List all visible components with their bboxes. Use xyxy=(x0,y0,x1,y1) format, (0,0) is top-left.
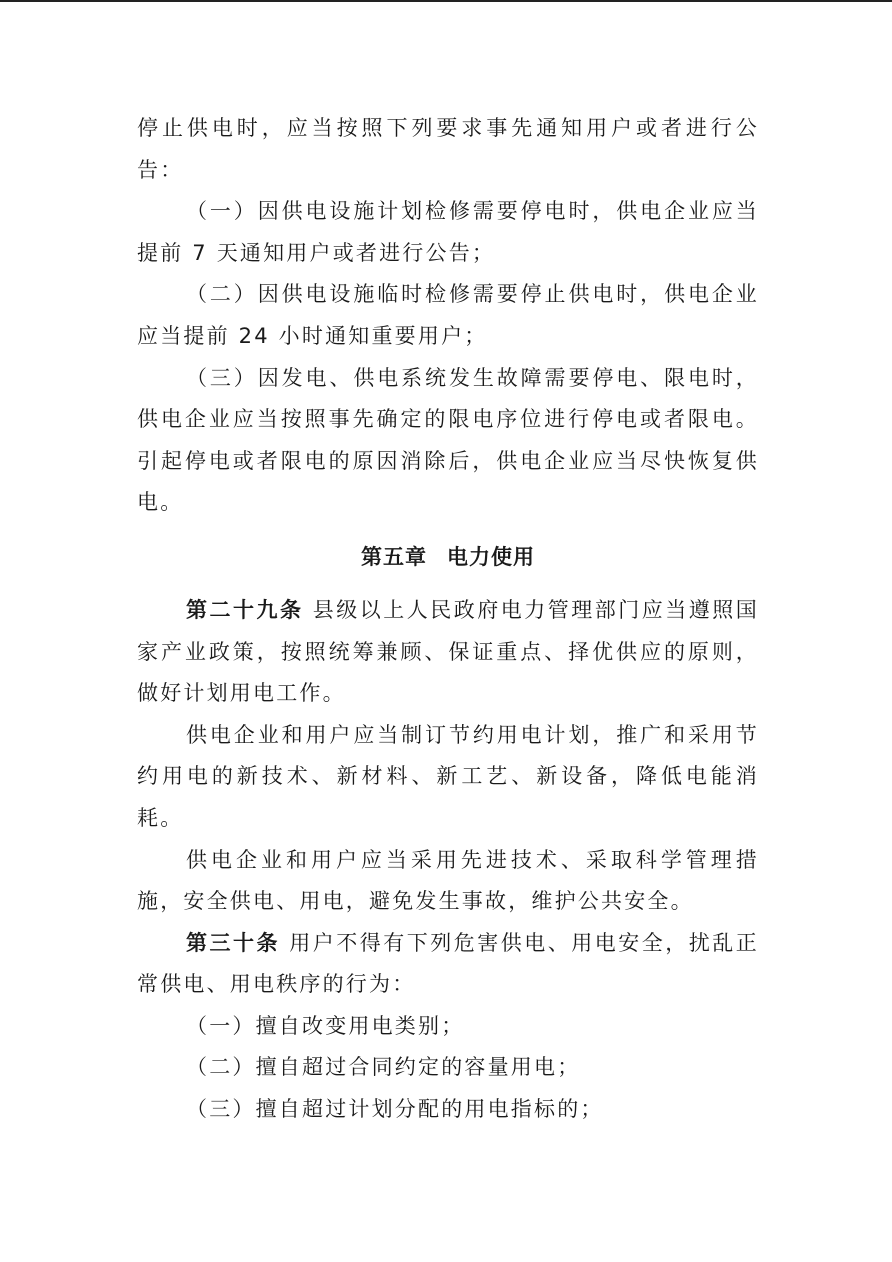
article-29-paragraph-2: 供电企业和用户应当制订节约用电计划，推广和采用节约用电的新技术、新材料、新工艺、新设备，降低电能消耗。 xyxy=(137,722,759,830)
article-30-paragraph-1 xyxy=(137,923,759,1006)
article-29-text: 县级以上人民政府电力管理部门应当遵照国家产业政策，按照统筹兼顾、保证重点、择优供应的原则，做好计划用电工作。 xyxy=(137,597,759,706)
article-29-paragraph-1 xyxy=(137,590,759,715)
article-30-label: 第三十条 xyxy=(186,930,281,955)
article-30-item-1: （一）擅自改变用电类别； xyxy=(186,1013,465,1038)
chapter-title: 电力使用 xyxy=(447,544,535,569)
list-item-1: （一）因供电设施计划检修需要停电时，供电企业应当提前 7 天通知用户或者进行公告； xyxy=(137,199,759,265)
article-30-item-2: （二）擅自超过合同约定的容量用电； xyxy=(186,1055,581,1080)
chapter-heading xyxy=(137,535,759,579)
chapter-number: 第五章 xyxy=(361,544,427,569)
article-30-text: 用户不得有下列危害供电、用电安全，扰乱正常供电、用电秩序的行为： xyxy=(137,930,759,997)
list-item-3: （三）因发电、供电系统发生故障需要停电、限电时，供电企业应当按照事先确定的限电序位进行停电或者限电。引起停电或者限电的原因消除后，供电企业应当尽快恢复供电。 xyxy=(137,365,759,515)
article-29-label: 第二十九条 xyxy=(186,597,304,622)
article-30-item-3: （三）擅自超过计划分配的用电指标的； xyxy=(186,1097,604,1122)
top-border-line xyxy=(0,0,892,2)
article-29-paragraph-3: 供电企业和用户应当采用先进技术、采取科学管理措施，安全供电、用电，避免发生事故，维护公共安全。 xyxy=(137,847,759,914)
list-item-2: （二）因供电设施临时检修需要停止供电时，供电企业应当提前 24 小时通知重要用户； xyxy=(137,282,759,348)
document-page xyxy=(137,108,759,1131)
paragraph-continuation: 停止供电时，应当按照下列要求事先通知用户或者进行公告： xyxy=(137,116,759,182)
